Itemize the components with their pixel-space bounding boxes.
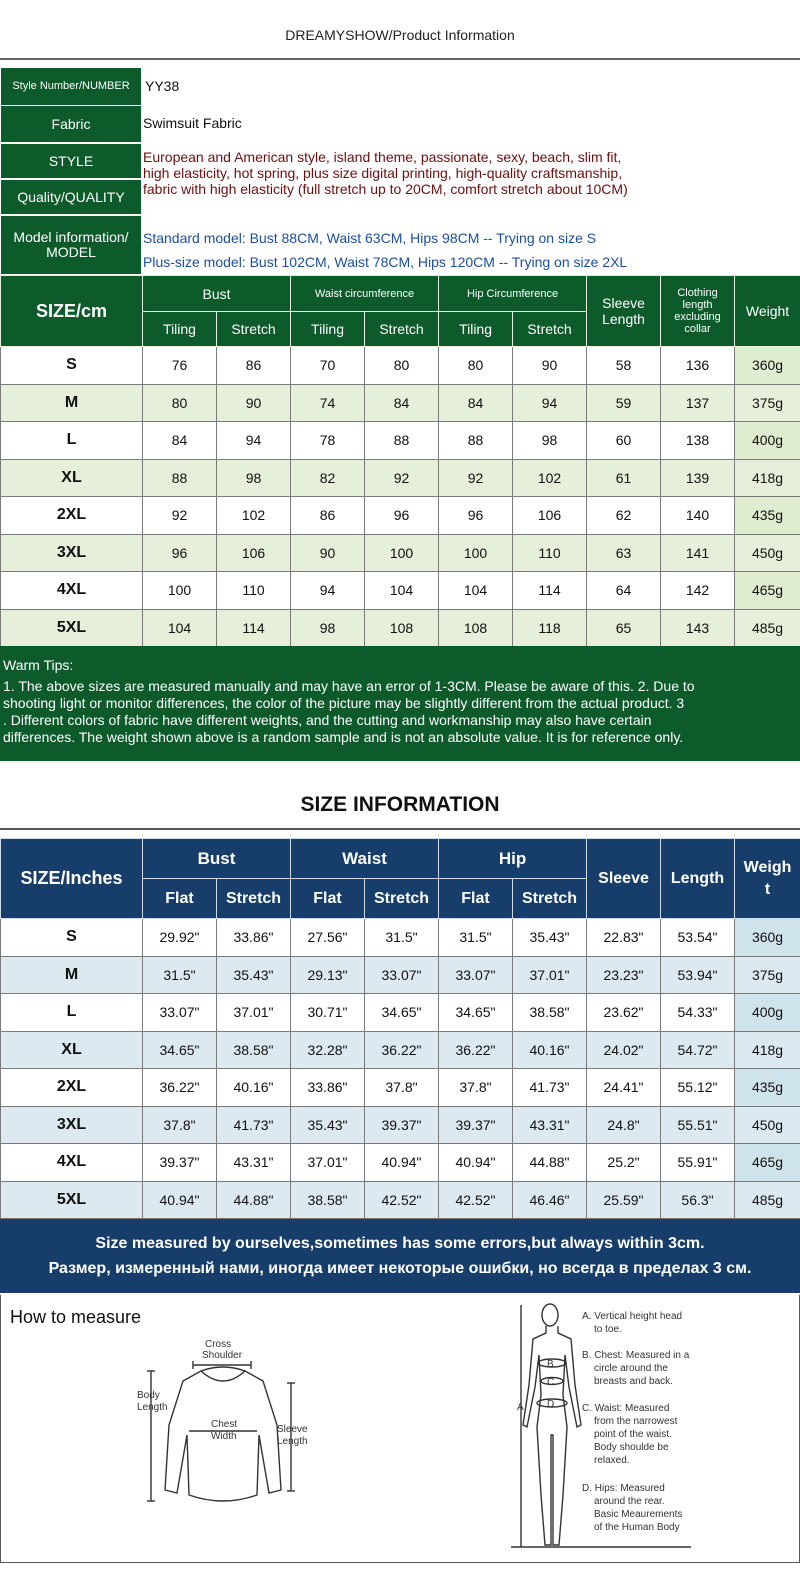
weight-header: Weight — [735, 276, 800, 347]
size-information-divider — [0, 828, 800, 830]
table-cell: 38.58" — [217, 1031, 291, 1069]
table-cell: 35.43" — [291, 1106, 365, 1144]
collar — [201, 1367, 245, 1371]
table-cell: 40.16" — [217, 1069, 291, 1107]
bust-tiling-header: Tiling — [143, 312, 217, 347]
table-cell: 37.8" — [143, 1106, 217, 1144]
legend-c-line: from the narrowest — [594, 1416, 678, 1427]
table-cell: 23.23" — [587, 956, 661, 994]
hip-header: Hip — [439, 839, 587, 879]
note-english: Size measured by ourselves,sometimes has some errors,but always within 3cm. — [95, 1235, 705, 1252]
table-cell: 59 — [587, 384, 661, 422]
table-cell: 33.86" — [291, 1069, 365, 1107]
warm-tips-title: Warm Tips: — [3, 657, 74, 673]
measure-diagrams — [1, 1295, 800, 1563]
table-row — [1, 994, 800, 1032]
size-cell: M — [1, 956, 143, 994]
bust-stretch-header: Stretch — [217, 312, 291, 347]
table-cell: 22.83" — [587, 919, 661, 957]
table-cell: 70 — [291, 347, 365, 385]
legend-d-line: of the Human Body — [594, 1522, 680, 1533]
table-cell: 86 — [217, 347, 291, 385]
sleeve-label: Sleeve — [277, 1424, 308, 1435]
body-label: Body — [137, 1390, 160, 1401]
size-inches-header: SIZE/Inches — [1, 839, 143, 919]
hip-tiling-header: Tiling — [439, 312, 513, 347]
table-cell: 141 — [661, 534, 735, 572]
table-cell: 43.31" — [513, 1106, 587, 1144]
table-cell: 24.41" — [587, 1069, 661, 1107]
info-row-fabric — [0, 105, 800, 143]
table-cell: 44.88" — [513, 1144, 587, 1182]
table-cell: 76 — [143, 347, 217, 385]
table-cell: 37.8" — [439, 1069, 513, 1107]
table-cell: 31.5" — [365, 919, 439, 957]
warm-tips-line: 1. The above sizes are measured manually and may have an error of 1-3CM. Please be aware of this. 2. Due to — [3, 678, 695, 694]
table-cell: 108 — [365, 609, 439, 647]
table-cell: 96 — [143, 534, 217, 572]
table-cell: 102 — [513, 459, 587, 497]
size-cell: S — [1, 919, 143, 957]
weight-cell: 360g — [735, 919, 800, 957]
table-cell: 80 — [439, 347, 513, 385]
size-cell: L — [1, 994, 143, 1032]
table-cell: 46.46" — [513, 1181, 587, 1219]
table-cell: 92 — [143, 497, 217, 535]
table-cell: 60 — [587, 422, 661, 460]
note-russian: Размер, измеренный нами, иногда имеет некоторые ошибки, но всегда в пределах 3 см. — [48, 1260, 752, 1277]
table-cell: 63 — [587, 534, 661, 572]
table-cell: 39.37" — [439, 1106, 513, 1144]
table-cell: 34.65" — [143, 1031, 217, 1069]
table-cell: 88 — [365, 422, 439, 460]
table-cell: 55.51" — [661, 1106, 735, 1144]
table-cell: 40.94" — [365, 1144, 439, 1182]
bust-header: Bust — [143, 839, 291, 879]
table-cell: 53.54" — [661, 919, 735, 957]
table-cell: 36.22" — [143, 1069, 217, 1107]
fabric-value: Swimsuit Fabric — [143, 115, 242, 131]
warm-tips-line: . Different colors of fabric have different weights, and the cutting and workmanship may also have certain — [3, 712, 652, 728]
weight-header-line: t — [764, 880, 771, 898]
table-cell: 114 — [513, 572, 587, 610]
table-cell: 140 — [661, 497, 735, 535]
table-cell: 33.07" — [439, 956, 513, 994]
how-to-measure — [0, 1295, 800, 1563]
table-cell: 32.28" — [291, 1031, 365, 1069]
table-cell: 40.94" — [439, 1144, 513, 1182]
width-label: Width — [211, 1431, 237, 1442]
weight-cell: 485g — [735, 1181, 800, 1219]
weight-cell: 418g — [735, 1031, 800, 1069]
table-cell: 34.65" — [439, 994, 513, 1032]
table-cell: 56.3" — [661, 1181, 735, 1219]
table-cell: 31.5" — [143, 956, 217, 994]
header-divider — [0, 58, 800, 60]
style-line: high elasticity, hot spring, plus size digital printing, high-quality craftsmanship, — [143, 165, 623, 181]
weight-cell: 418g — [735, 459, 800, 497]
size-table-cm — [0, 275, 800, 647]
size-cell: M — [1, 384, 143, 422]
table-cell: 37.01" — [217, 994, 291, 1032]
hip-stretch-header: Stretch — [513, 312, 587, 347]
length-header: Length — [661, 839, 735, 919]
table-cell: 35.43" — [513, 919, 587, 957]
table-cell: 37.8" — [365, 1069, 439, 1107]
table-cell: 94 — [217, 422, 291, 460]
size-cell: 4XL — [1, 572, 143, 610]
table-cell: 104 — [365, 572, 439, 610]
table-row — [1, 919, 800, 957]
table-cell: 98 — [291, 609, 365, 647]
table-cell: 78 — [291, 422, 365, 460]
table-cell: 84 — [365, 384, 439, 422]
table-cell: 33.07" — [143, 994, 217, 1032]
table-cell: 44.88" — [217, 1181, 291, 1219]
table-cell: 118 — [513, 609, 587, 647]
standard-model: Standard model: Bust 88CM, Waist 63CM, Hips 98CM -- Trying on size S — [143, 230, 597, 246]
table-row — [1, 609, 800, 647]
table-cell: 29.13" — [291, 956, 365, 994]
table-cell: 98 — [217, 459, 291, 497]
size-cell: 3XL — [1, 1106, 143, 1144]
table-cell: 39.37" — [365, 1106, 439, 1144]
table-cell: 80 — [365, 347, 439, 385]
table-cell: 37.01" — [291, 1144, 365, 1182]
table-cell: 100 — [439, 534, 513, 572]
table-cell: 92 — [439, 459, 513, 497]
table-cell: 33.07" — [365, 956, 439, 994]
table-cell: 92 — [365, 459, 439, 497]
table-cell: 33.86" — [217, 919, 291, 957]
table-cell: 86 — [291, 497, 365, 535]
legend-c-line: C. Waist: Measured — [582, 1403, 670, 1414]
model-label: Model information/ MODEL — [1, 216, 141, 274]
table-row — [1, 1069, 800, 1107]
table-cell: 31.5" — [439, 919, 513, 957]
legend-b-line: circle around the — [594, 1363, 668, 1374]
letter-b: B — [547, 1359, 554, 1370]
table-cell: 64 — [587, 572, 661, 610]
table-cell: 24.02" — [587, 1031, 661, 1069]
size-table-inches — [0, 838, 800, 1219]
weight-cell: 465g — [735, 1144, 800, 1182]
table-cell: 42.52" — [439, 1181, 513, 1219]
table-cell: 29.92" — [143, 919, 217, 957]
weight-cell: 435g — [735, 1069, 800, 1107]
table-cell: 41.73" — [513, 1069, 587, 1107]
weight-cell: 450g — [735, 1106, 800, 1144]
table-cell: 53.94" — [661, 956, 735, 994]
sleeve-length-header: Sleeve Length — [587, 276, 661, 347]
hip-flat-header: Flat — [439, 879, 513, 919]
legend-b-line: breasts and back. — [594, 1376, 673, 1387]
sleeve-length-label: Length — [277, 1436, 308, 1447]
letter-d: D — [547, 1399, 555, 1410]
table-cell: 74 — [291, 384, 365, 422]
weight-header — [735, 839, 800, 919]
measurement-note — [0, 1219, 800, 1293]
table-cell: 88 — [143, 459, 217, 497]
head — [542, 1304, 558, 1326]
table-cell: 36.22" — [365, 1031, 439, 1069]
table-cell: 94 — [513, 384, 587, 422]
weight-cell: 435g — [735, 497, 800, 535]
table-cell: 36.22" — [439, 1031, 513, 1069]
fabric-label: Fabric — [1, 106, 141, 142]
size-cell: L — [1, 422, 143, 460]
table-cell: 62 — [587, 497, 661, 535]
table-cell: 104 — [143, 609, 217, 647]
table-cell: 88 — [439, 422, 513, 460]
warm-tips — [0, 646, 800, 761]
table-cell: 114 — [217, 609, 291, 647]
table-cell: 106 — [513, 497, 587, 535]
letter-a: A — [517, 1402, 524, 1413]
model-description — [143, 226, 627, 274]
table-row — [1, 1106, 800, 1144]
bust-flat-header: Flat — [143, 879, 217, 919]
waist-header: Waist — [291, 839, 439, 879]
table-cell: 90 — [513, 347, 587, 385]
style-label: STYLE — [1, 144, 141, 178]
style-number-value: YY38 — [145, 78, 180, 94]
table-row — [1, 956, 800, 994]
table-cell: 39.37" — [143, 1144, 217, 1182]
bust-stretch-header: Stretch — [217, 879, 291, 919]
weight-cell: 360g — [735, 347, 800, 385]
legend-a-line: A. Vertical height head — [582, 1311, 683, 1322]
table-cell: 82 — [291, 459, 365, 497]
table-cell: 108 — [439, 609, 513, 647]
table-cell: 38.58" — [513, 994, 587, 1032]
table-row — [1, 497, 800, 535]
waist-stretch-header: Stretch — [365, 879, 439, 919]
weight-cell: 400g — [735, 994, 800, 1032]
table-cell: 96 — [439, 497, 513, 535]
clothing-length-header: Clothing length excluding collar — [661, 276, 735, 347]
legend-a-line: to toe. — [594, 1324, 622, 1335]
table-cell: 90 — [291, 534, 365, 572]
hip-stretch-header: Stretch — [513, 879, 587, 919]
table-cell: 143 — [661, 609, 735, 647]
page-header-title: DREAMYSHOW/Product Information — [285, 27, 515, 43]
size-cell: 5XL — [1, 609, 143, 647]
table-cell: 54.33" — [661, 994, 735, 1032]
size-cell: XL — [1, 459, 143, 497]
size-cell: 4XL — [1, 1144, 143, 1182]
table-cell: 84 — [143, 422, 217, 460]
table-cell: 65 — [587, 609, 661, 647]
table-cell: 142 — [661, 572, 735, 610]
weight-cell: 450g — [735, 534, 800, 572]
table-cell: 30.71" — [291, 994, 365, 1032]
table-cell: 100 — [143, 572, 217, 610]
weight-cell: 375g — [735, 956, 800, 994]
info-row-style-number — [0, 66, 800, 106]
table-cell: 104 — [439, 572, 513, 610]
table-cell: 37.01" — [513, 956, 587, 994]
size-information-title: SIZE INFORMATION — [300, 793, 500, 816]
table-cell: 54.72" — [661, 1031, 735, 1069]
table-row — [1, 1031, 800, 1069]
table-cell: 136 — [661, 347, 735, 385]
table-cell: 98 — [513, 422, 587, 460]
legend-c-line: point of the waist. — [594, 1429, 672, 1440]
sleeve-header: Sleeve — [587, 839, 661, 919]
size-cm-header: SIZE/cm — [1, 276, 143, 347]
table-cell: 24.8" — [587, 1106, 661, 1144]
table-row — [1, 384, 800, 422]
table-row — [1, 422, 800, 460]
table-cell: 38.58" — [291, 1181, 365, 1219]
table-cell: 25.2" — [587, 1144, 661, 1182]
legend-d-line: Basic Meaurements — [594, 1509, 683, 1520]
waist-flat-header: Flat — [291, 879, 365, 919]
table-cell: 90 — [217, 384, 291, 422]
legend-d-line: D. Hips: Measured — [582, 1483, 665, 1494]
table-cell: 41.73" — [217, 1106, 291, 1144]
table-cell: 94 — [291, 572, 365, 610]
table-cell: 40.94" — [143, 1181, 217, 1219]
table-cell: 137 — [661, 384, 735, 422]
style-line: European and American style, island theme, passionate, sexy, beach, slim fit, — [143, 149, 622, 165]
bust-header: Bust — [143, 276, 291, 312]
legend-c-line: relaxed. — [594, 1455, 630, 1466]
letter-c: C — [547, 1377, 555, 1388]
table-cell: 139 — [661, 459, 735, 497]
table-cell: 84 — [439, 384, 513, 422]
weight-cell: 375g — [735, 384, 800, 422]
table-cell: 55.91" — [661, 1144, 735, 1182]
waist-stretch-header: Stretch — [365, 312, 439, 347]
plus-size-model: Plus-size model: Bust 102CM, Waist 78CM, Hips 120CM -- Trying on size 2XL — [143, 254, 628, 270]
table-cell: 34.65" — [365, 994, 439, 1032]
table-cell: 100 — [365, 534, 439, 572]
table-cell: 110 — [217, 572, 291, 610]
warm-tips-line: differences. The weight shown above is a random sample and is not an absolute value. It is for reference only. — [3, 729, 684, 745]
table-row — [1, 347, 800, 385]
table-cell: 61 — [587, 459, 661, 497]
table-cell: 43.31" — [217, 1144, 291, 1182]
table-cell: 25.59" — [587, 1181, 661, 1219]
table-cell: 23.62" — [587, 994, 661, 1032]
style-number-label: Style Number/NUMBER — [1, 68, 141, 105]
size-cell: XL — [1, 1031, 143, 1069]
table-row — [1, 534, 800, 572]
waist-tiling-header: Tiling — [291, 312, 365, 347]
length-label: Length — [137, 1402, 168, 1413]
legend-d-line: around the rear. — [594, 1496, 665, 1507]
shirt-diagram — [137, 1339, 308, 1501]
weight-cell: 465g — [735, 572, 800, 610]
waist-header: Waist circumference — [291, 276, 439, 312]
table-cell: 35.43" — [217, 956, 291, 994]
weight-cell: 485g — [735, 609, 800, 647]
table-cell: 96 — [365, 497, 439, 535]
warm-tips-line: shooting light or monitor differences, the color of the picture may be slightly different from the actual product. 3 — [3, 695, 685, 711]
table-row — [1, 1181, 800, 1219]
table-cell: 110 — [513, 534, 587, 572]
weight-header-line: Weigh — [743, 858, 792, 876]
table-cell: 27.56" — [291, 919, 365, 957]
size-cell: 2XL — [1, 1069, 143, 1107]
table-cell: 102 — [217, 497, 291, 535]
size-cell: S — [1, 347, 143, 385]
hip-header: Hip Circumference — [439, 276, 587, 312]
legend-b-line: B. Chest: Measured in a — [582, 1350, 690, 1361]
size-cell: 2XL — [1, 497, 143, 535]
quality-label: Quality/QUALITY — [1, 180, 141, 214]
body-diagram — [511, 1304, 691, 1547]
table-cell: 58 — [587, 347, 661, 385]
table-cell: 55.12" — [661, 1069, 735, 1107]
table-cell: 80 — [143, 384, 217, 422]
chest-label: Chest — [211, 1419, 238, 1430]
table-row — [1, 572, 800, 610]
how-to-measure-title: How to measure — [10, 1307, 142, 1327]
cross-label: Cross — [205, 1339, 232, 1350]
size-cell: 5XL — [1, 1181, 143, 1219]
table-row — [1, 459, 800, 497]
style-line: fabric with high elasticity (full stretch up to 20CM, comfort stretch about 10CM) — [143, 181, 628, 197]
table-cell: 40.16" — [513, 1031, 587, 1069]
table-cell: 138 — [661, 422, 735, 460]
shoulder-label: Shoulder — [202, 1350, 243, 1361]
legend-c-line: Body shoulde be — [594, 1442, 669, 1453]
table-cell: 42.52" — [365, 1181, 439, 1219]
table-cell: 106 — [217, 534, 291, 572]
weight-cell: 400g — [735, 422, 800, 460]
table-row — [1, 1144, 800, 1182]
size-cell: 3XL — [1, 534, 143, 572]
style-description — [143, 149, 628, 197]
